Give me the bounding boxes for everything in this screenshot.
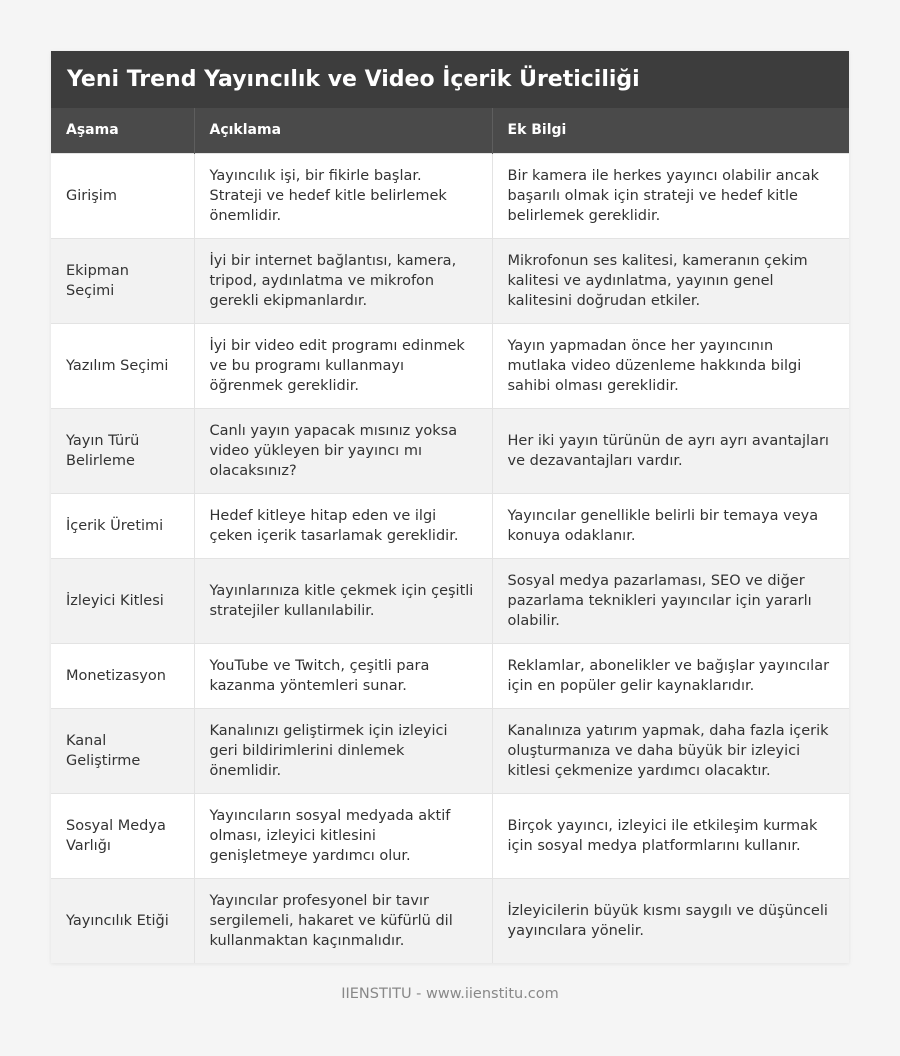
extra-info-cell: İzleyicilerin büyük kısmı saygılı ve düşünceli yayıncılara yönelir. [492,878,849,963]
extra-info-cell: Kanalınıza yatırım yapmak, daha fazla içerik oluşturmanıza ve daha büyük bir izleyici kitlesi çekmenize yardımcı olacaktır. [492,708,849,793]
table-row [51,323,849,408]
table-row [51,408,849,493]
extra-info-cell: Mikrofonun ses kalitesi, kameranın çekim kalitesi ve aydınlatma, yayının genel kalitesini doğrudan etkiler. [492,238,849,323]
description-cell: Yayıncılar profesyonel bir tavır sergilemeli, hakaret ve küfürlü dil kullanmaktan kaçınmalıdır. [194,878,492,963]
table-row [51,153,849,238]
stage-cell: İzleyici Kitlesi [51,558,194,643]
table-row [51,878,849,963]
stage-cell: İçerik Üretimi [51,493,194,558]
table-row [51,493,849,558]
stages-table [51,108,849,963]
table-row [51,238,849,323]
description-cell: Yayıncılık işi, bir fikirle başlar. Strateji ve hedef kitle belirlemek önemlidir. [194,153,492,238]
extra-info-cell: Bir kamera ile herkes yayıncı olabilir ancak başarılı olmak için strateji ve hedef kitle belirlemek gereklidir. [492,153,849,238]
description-cell: Canlı yayın yapacak mısınız yoksa video yükleyen bir yayıncı mı olacaksınız? [194,408,492,493]
description-cell: İyi bir video edit programı edinmek ve bu programı kullanmayı öğrenmek gereklidir. [194,323,492,408]
stage-cell: Sosyal Medya Varlığı [51,793,194,878]
stage-cell: Yazılım Seçimi [51,323,194,408]
stage-cell: Yayıncılık Etiği [51,878,194,963]
table-card [51,51,849,963]
column-header-description: Açıklama [194,108,492,153]
column-header-stage: Aşama [51,108,194,153]
stage-cell: Monetizasyon [51,643,194,708]
stage-cell: Ekipman Seçimi [51,238,194,323]
table-row [51,643,849,708]
table-row [51,793,849,878]
stage-cell: Yayın Türü Belirleme [51,408,194,493]
extra-info-cell: Reklamlar, abonelikler ve bağışlar yayıncılar için en popüler gelir kaynaklarıdır. [492,643,849,708]
description-cell: Yayıncıların sosyal medyada aktif olması, izleyici kitlesini genişletmeye yardımcı olur. [194,793,492,878]
table-row [51,708,849,793]
extra-info-cell: Yayın yapmadan önce her yayıncının mutlaka video düzenleme hakkında bilgi sahibi olması gereklidir. [492,323,849,408]
extra-info-cell: Birçok yayıncı, izleyici ile etkileşim kurmak için sosyal medya platformlarını kullanır. [492,793,849,878]
stage-cell: Kanal Geliştirme [51,708,194,793]
extra-info-cell: Yayıncılar genellikle belirli bir temaya veya konuya odaklanır. [492,493,849,558]
header-row [51,108,849,153]
extra-info-cell: Sosyal medya pazarlaması, SEO ve diğer pazarlama teknikleri yayıncılar için yararlı olabilir. [492,558,849,643]
table-title: Yeni Trend Yayıncılık ve Video İçerik Üreticiliği [51,51,849,108]
column-header-extra-info: Ek Bilgi [507,122,567,139]
table-row [51,558,849,643]
description-cell: İyi bir internet bağlantısı, kamera, tripod, aydınlatma ve mikrofon gerekli ekipmanlardır. [194,238,492,323]
description-cell: YouTube ve Twitch, çeşitli para kazanma yöntemleri sunar. [194,643,492,708]
description-cell: Yayınlarınıza kitle çekmek için çeşitli stratejiler kullanılabilir. [194,558,492,643]
footer-credit: IIENSTITU - www.iienstitu.com [341,986,559,1002]
description-cell: Kanalınızı geliştirmek için izleyici geri bildirimlerini dinlemek önemlidir. [194,708,492,793]
extra-info-cell: Her iki yayın türünün de ayrı ayrı avantajları ve dezavantajları vardır. [492,408,849,493]
stage-cell: Girişim [51,153,194,238]
description-cell: Hedef kitleye hitap eden ve ilgi çeken içerik tasarlamak gereklidir. [194,493,492,558]
